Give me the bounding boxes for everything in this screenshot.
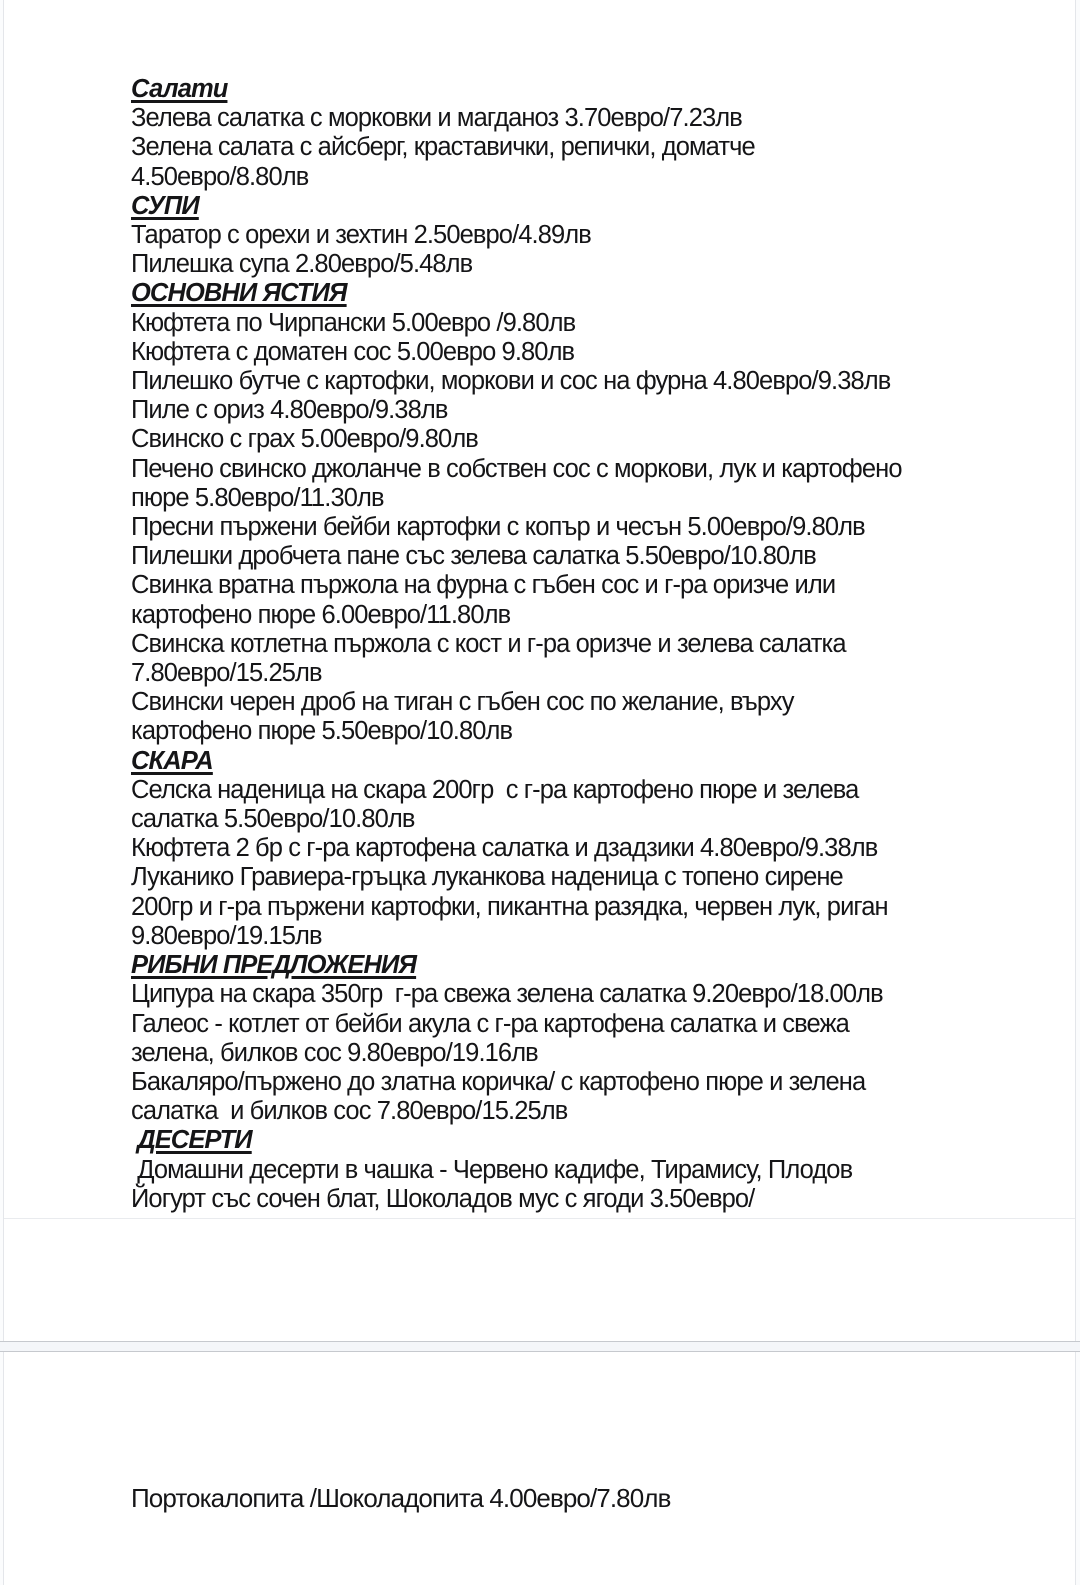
- menu-item-line: Ципура на скара 350гр г-ра свежа зелена салатка 9.20евро/18.00лв: [131, 980, 883, 1009]
- menu-item-line: 200гр и г-ра пържени картофки, пикантна разядка, червен лук, риган: [131, 892, 888, 921]
- menu-item-line: Домашни десерти в чашка - Червено кадифе, Тирамису, Плодов: [131, 1155, 853, 1184]
- menu-item-line: Йогурт със сочен блат, Шоколадов мус с ягоди 3.50евро/: [131, 1184, 755, 1213]
- menu-item-line: Пилешки дробчета пане със зелева салатка 5.50евро/10.80лв: [131, 542, 816, 571]
- section-heading-text: РИБНИ ПРЕДЛОЖЕНИЯ: [131, 951, 417, 980]
- menu-item-line: Пилешка супа 2.80евро/5.48лв: [131, 250, 473, 279]
- menu-item-line: Свинска котлетна пържола с кост и г-ра оризче и зелева салатка: [131, 629, 846, 658]
- section-heading-text: СУПИ: [131, 191, 199, 220]
- section-heading: [131, 279, 1020, 308]
- section-heading: [131, 1126, 1020, 1155]
- dessert-extra-line: Портокалопита /Шоколадопита 4.00евро/7.80лв: [131, 1483, 671, 1513]
- menu-page-2: [3, 1352, 1076, 1585]
- menu-sections: [4, 0, 1075, 1214]
- page-break-divider: [0, 1341, 1080, 1352]
- menu-item-line: 9.80евро/19.15лв: [131, 921, 322, 950]
- menu-item-line: 4.50евро/8.80лв: [131, 162, 309, 191]
- menu-item-line: Пилешко бутче с картофки, моркови и сос на фурна 4.80евро/9.38лв: [131, 367, 891, 396]
- menu-item-line: картофено пюре 6.00евро/11.80лв: [131, 600, 511, 629]
- menu-item-line: Кюфтета по Чирпански 5.00евро /9.80лв: [131, 308, 576, 337]
- menu-item-line: салатка 5.50евро/10.80лв: [131, 805, 415, 834]
- menu-item-line: Печено свинско джоланче в собствен сос с моркови, лук и картофено: [131, 454, 902, 483]
- menu-item-line: Свинско с грах 5.00евро/9.80лв: [131, 425, 478, 454]
- menu-item-line: Таратор с орехи и зехтин 2.50евро/4.89лв: [131, 221, 591, 250]
- menu-item-line: Селска наденица на скара 200гр с г-ра картофено пюре и зелева: [131, 775, 859, 804]
- menu-item-line: салатка и билков сос 7.80евро/15.25лв: [131, 1097, 568, 1126]
- menu-item-line: зелена, билков сос 9.80евро/19.16лв: [131, 1038, 538, 1067]
- menu-item-line: картофено пюре 5.50евро/10.80лв: [131, 717, 513, 746]
- menu-item-line: Свинка вратна пържола на фурна с гъбен сос и г-ра оризче или: [131, 571, 836, 600]
- menu-item-line: Зелева салатка с морковки и магданоз 3.70евро/7.23лв: [131, 104, 742, 133]
- menu-item-line: Пиле с ориз 4.80евро/9.38лв: [131, 396, 448, 425]
- menu-item-line: пюре 5.80евро/11.30лв: [131, 483, 384, 512]
- menu-item-line: Луканико Гравиера-гръцка луканкова наденица с топено сирене: [131, 863, 843, 892]
- menu-item-line: Пресни пържени бейби картофки с копър и чесън 5.00евро/9.80лв: [131, 513, 865, 542]
- section-heading-text: ДЕСЕРТИ: [137, 1126, 252, 1155]
- menu-item-line: Галеос - котлет от бейби акула с г-ра картофена салатка и свежа: [131, 1009, 849, 1038]
- menu-item-line: Зелена салата с айсберг, краставички, репички, доматче: [131, 133, 755, 162]
- image-seam-line: [4, 1218, 1075, 1219]
- menu-item-line: Бакаляро/пържено до златна коричка/ с картофено пюре и зелена: [131, 1067, 866, 1096]
- section-heading-text: СКАРА: [131, 746, 213, 775]
- menu-page-1: [3, 0, 1076, 1341]
- section-heading: [131, 75, 1020, 104]
- section-heading: [131, 951, 1020, 980]
- section-heading: [131, 747, 1020, 776]
- menu-item-line: Кюфтета 2 бр с г-ра картофена салатка и дзадзики 4.80евро/9.38лв: [131, 834, 878, 863]
- menu-item-line: Кюфтета с доматен сос 5.00евро 9.80лв: [131, 337, 575, 366]
- section-heading: [131, 192, 1020, 221]
- menu-item-line: 7.80евро/15.25лв: [131, 659, 322, 688]
- section-heading-text: Салати: [131, 75, 228, 103]
- section-heading-text: ОСНОВНИ ЯСТИЯ: [131, 279, 347, 308]
- menu-item-line: Свински черен дроб на тиган с гъбен сос по желание, върху: [131, 688, 794, 717]
